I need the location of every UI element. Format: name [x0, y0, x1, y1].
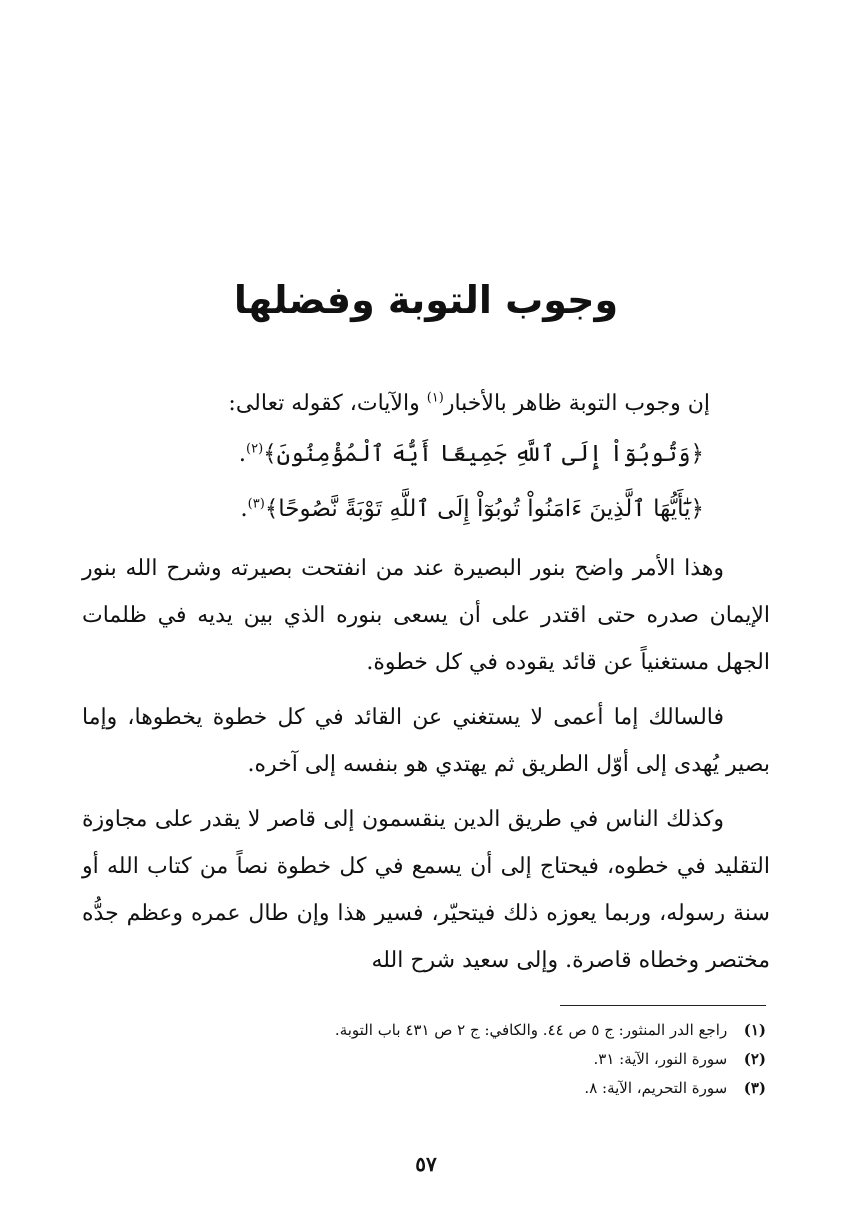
verse-2-text: ﴿يَٰٓأَيُّهَا ٱلَّذِينَ ءَامَنُواْ تُوبُوٓاْ إِلَى ٱللَّهِ تَوْبَةً نَّصُوحًا﴾ [264, 496, 704, 522]
footnote-3 [82, 1074, 766, 1103]
footnote-text: سورة التحريم، الآية: ٨. [584, 1079, 728, 1097]
footnote-divider [560, 1005, 766, 1006]
verse-1-text: ﴿وَتُوبُوٓاْ إِلَى ٱللَّهِ جَمِيعًا أَيُّهَ ٱلْمُؤْمِنُونَ﴾ [263, 441, 704, 467]
paragraph-2: فالسالك إما أعمى لا يستغني عن القائد في كل خطوة يخطوها، وإما بصير يُهدى إلى أوّل الطريق ثم يهتدي هو بنفسه إلى آخره. [82, 705, 770, 777]
intro-text: إن وجوب التوبة ظاهر بالأخبار [443, 391, 710, 416]
intro-text-rest: والآيات، كقوله تعالى: [228, 391, 427, 416]
intro-line [82, 380, 770, 427]
footnote-ref-3: (٣) [247, 496, 265, 512]
quran-verse-2: ﴿يَٰٓأَيُّهَا ٱلَّذِينَ ءَامَنُواْ تُوبُوٓاْ إِلَى ٱللَّهِ تَوْبَةً نَّصُوحًا﴾$^{(٣)}$. [240, 496, 704, 522]
quran-verse-1: ﴿وَتُوبُوٓاْ إِلَى ٱللَّهِ جَمِيعًا أَيُّهَ ٱلْمُؤْمِنُونَ﴾$^{(٢)}$. [238, 441, 704, 467]
footnote-number: (٢) [743, 1050, 766, 1068]
footnote-text: راجع الدر المنثور: ج ٥ ص ٤٤. والكافي: ج ٢ ص ٤٣١ باب التوبة. [334, 1021, 728, 1039]
body-text [82, 380, 770, 984]
footnote-number: (٣) [743, 1079, 766, 1097]
footnote-ref-2: (٢) [246, 441, 264, 457]
footnote-1 [82, 1016, 766, 1045]
footnote-ref-1: (١) [426, 390, 444, 406]
footnote-text: سورة النور، الآية: ٣١. [593, 1050, 728, 1068]
paragraph-3: وكذلك الناس في طريق الدين ينقسمون إلى قاصر لا يقدر على مجاوزة التقليد في خطوه، فيحتاج إلى أن يسمع في كل خطوة نصاً من كتاب الله أو سنة رسوله، وربما يعوزه ذلك فيتحيّر، فسير هذا وإن طال عمره وعظم جدُّه مختصر وخطاه قاصرة. وإلى سعيد شرح الله [82, 807, 770, 973]
chapter-title: وجوب التوبة وفضلها [233, 278, 619, 322]
footnote-number: (١) [743, 1021, 766, 1039]
footnote-2 [82, 1045, 766, 1074]
footnotes [82, 1016, 766, 1103]
page-number: ٥٧ [415, 1152, 437, 1176]
paragraph-1: وهذا الأمر واضح بنور البصيرة عند من انفتحت بصيرته وشرح الله بنور الإيمان صدره حتى اقتدر على أن يسعى بنوره الذي بين يديه في ظلمات الجهل مستغنياً عن قائد يقوده في كل خطوة. [82, 556, 770, 675]
